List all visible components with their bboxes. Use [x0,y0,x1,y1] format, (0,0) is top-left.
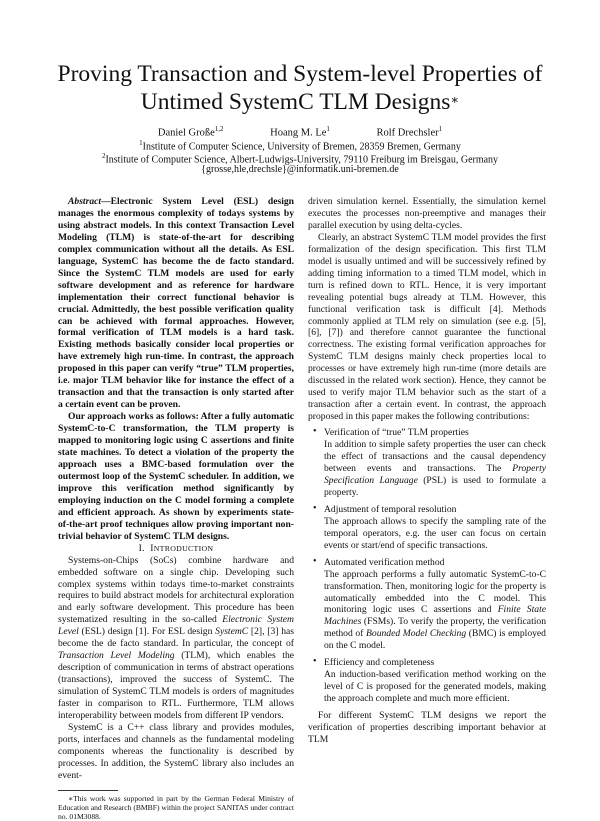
author-name: Hoang M. Le [270,127,327,139]
bullet-icon: • [313,555,317,567]
bullet-icon: • [313,426,317,438]
term-systemc: SystemC [215,626,249,638]
author-emails: {grosse,hle,drechsle}@informatik.uni-bremen.de [201,164,399,175]
author-affiliation-mark: 1 [326,125,330,133]
section-title-initial: I [150,542,154,554]
title-footnote-mark: ∗ [450,92,460,107]
title-line-2-text: Untimed SystemC TLM Designs [140,89,451,115]
term-tlm: Transaction Level Modeling [58,650,175,662]
list-item [308,427,546,499]
intro-paragraph-2: SystemC is a C++ class library and provides modules, ports, interfaces and channels as the fundamental modeling components whereas the functionality is described by processes. In addition, the SystemC library also includes an event- [58,721,294,781]
footnote: ∗This work was supported in part by the German Federal Ministry of Education and Research (BMBF) within the project SANITAS under contract no. 01M3088. [58,793,294,821]
term-esl: Electronic System Level [58,614,294,638]
footnote-rule [58,790,118,791]
title-line-1: Proving Transaction and System-level Properties of [57,61,543,87]
author-affiliation-mark: 1 [438,125,443,133]
contribution-title: Adjustment of temporal resolution [324,503,457,515]
term-fsm: Finite State Machines [324,604,546,628]
affiliation-text: Institute of Computer Science, University of Bremen, 28359 Bremen, Germany [142,141,461,153]
list-item [308,557,546,653]
bullet-icon: • [313,656,317,668]
contribution-body: The approach performs a fully automatic SystemC-to-C transformation. Then, monitoring logic for the property is automatically embedded into the C model. This monitoring logic uses C assertions and Finite State Machines (FSMs). To verify the property, the verification method of Bounded Model Checking (BMC) is employed on the C model. [324,568,546,652]
term-bmc: Bounded Model Checking [366,628,467,640]
intro-paragraph-1: Systems-on-Chips (SoCs) combine hardware and embedded software on a single chip. Developing such complex systems within todays time-to-market constraints requires to build abstract models for architectural exploration and early software development. This procedure has been systematized resulting in the so-called Electronic System Level (ESL) design [1]. For ESL design SystemC [2], [3] has become the de facto standard. In particular, the concept of Transaction Level Modeling (TLM), which enables the description of communication in terms of abstract operations (transactions), improved the success of SystemC. The simulation of SystemC TLM models is orders of magnitudes faster in comparison to RTL. Furthermore, TLM allows interoperability between models from different IP vendors. [58,554,294,721]
list-item [308,504,546,552]
bullet-icon: • [313,502,317,514]
affiliation-text: Institute of Computer Science, Albert-Ludwigs-University, 79110 Freiburg im Breisgau, Germany [105,154,499,166]
list-item [308,657,546,705]
section-numeral: I. [138,542,145,554]
contribution-body: An induction-based verification method working on the level of C is proposed for the generated models, making the approach complete and much more efficient. [324,669,546,705]
right-column [308,196,546,746]
contribution-title: Automated verification method [324,556,445,568]
contribution-body: In addition to simple safety properties the user can check the effect of transactions and the causal dependency between events and transactions. The Property Specification Language (PSL) is used to formulate a property. [324,439,546,498]
left-column [58,196,294,821]
abstract [58,196,294,543]
right-paragraph-end: For different SystemC TLM designs we report the verification of properties describing important behavior at TLM [308,710,546,745]
affiliation-mark: 2 [101,152,106,160]
contribution-body: The approach allows to specify the sampling rate of the temporal operators, e.g. the user can focus on certain events or start/end of specific transactions. [324,515,546,551]
author-name: Rolf Drechsler [376,127,439,139]
right-paragraph-1: Clearly, an abstract SystemC TLM model provides the first formalization of the design specification. This first TLM model is usually untimed and will be successively refined by adding timing information to a timed TLM model, which in turn is refined down to RTL. Hence, it is very important revealing potential bugs already at TLM. However, this functional verification task is difficult [4]. Methods commonly applied at TLM rely on simulation (see e.g. [5], [6], [7]) and therefore cannot guarantee the functional correctness. The existing formal verification approaches for SystemC TLM designs mainly check properties local to processes or have extremely high run-time (more details are discussed in the related work section). Hence, they cannot be used to verify major TLM behavior such as the start of a transaction after a certain event. In contrast, the approach proposed in this paper makes the following contributions: [308,231,546,423]
abstract-paragraph-1 [58,196,294,411]
paper-title [0,60,600,116]
section-title-rest: NTRODUCTION [153,543,214,553]
contribution-title: Verification of “true” TLM properties [324,427,469,439]
abstract-lead: Abstract [68,196,102,207]
right-paragraph-0: driven simulation kernel. Essentially, the simulation kernel executes the processes non-preemptive and manages their parallel execution by using delta-cycles. [308,196,546,231]
title-line-2 [0,88,600,116]
contributions-list [308,427,546,705]
term-psl: Property Specification Language [324,462,546,486]
author-affiliation-mark: 1,2 [214,125,224,133]
contribution-title: Efficiency and completeness [324,657,435,669]
affiliation-mark: 1 [139,139,143,147]
author-name: Daniel Große [157,127,215,139]
abstract-text: —Electronic System Level (ESL) design manages the enormous complexity of todays systems by using abstract models. In this context Transaction Level Modeling (TLM) is state-of-the-art for describing complex communication without all the details. As ESL language, SystemC has become the de facto standard. Since the SystemC TLM models are used for early software development and as reference for hardware implementation their correct functional behavior is crucial. Admittedly, the best possible verification quality can be achieved with formal approaches. However, formal verification of TLM models is a hard task. Existing methods basically consider local properties or have extremely high run-time. In contrast, the approach proposed in this paper can verify “true” TLM properties, i.e. major TLM behavior like for instance the effect of a transaction and that the transaction is only started after a certain event can be proven. [58,196,294,411]
abstract-paragraph-2: Our approach works as follows: After a fully automatic SystemC-to-C transformation, the TLM property is mapped to monitoring logic using C assertions and finite state machines. To detect a violation of the property the approach uses a BMC-based formulation over the outermost loop of the SystemC scheduler. In addition, we improve this verification method significantly by employing induction on the C model forming a complete and efficient approach. As shown by experiments state-of-the-art proof techniques allow proving important non-trivial behavior of SystemC TLM designs. [58,411,294,542]
section-heading-introduction [58,543,294,555]
